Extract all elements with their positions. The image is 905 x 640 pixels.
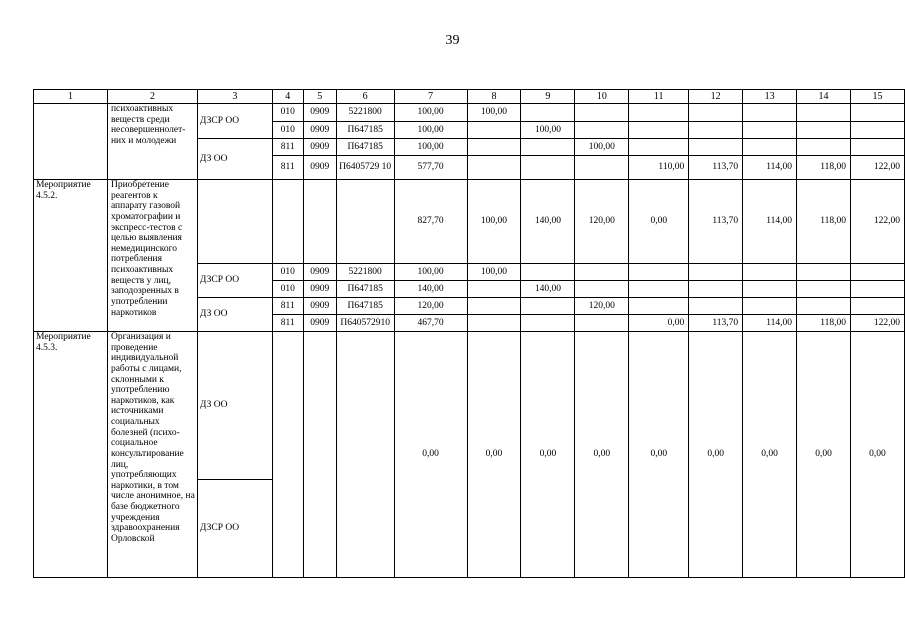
table-cell bbox=[272, 332, 303, 578]
table-cell bbox=[467, 139, 521, 156]
total-cell: 0,00 bbox=[743, 332, 797, 578]
table-cell bbox=[850, 139, 904, 156]
total-cell: 140,00 bbox=[521, 180, 575, 264]
table-cell: П640572910 bbox=[336, 315, 394, 332]
table-cell: 140,00 bbox=[394, 281, 467, 298]
table-cell: 114,00 bbox=[743, 315, 797, 332]
table-cell bbox=[629, 122, 689, 139]
table-cell: П647185 bbox=[336, 298, 394, 315]
table-cell: 811 bbox=[272, 315, 303, 332]
table-cell bbox=[467, 281, 521, 298]
total-cell: 120,00 bbox=[575, 180, 629, 264]
organization-cell: ДЗ ОО bbox=[197, 332, 272, 480]
table-cell bbox=[797, 139, 851, 156]
page-number: 39 bbox=[445, 33, 460, 48]
column-header: 12 bbox=[689, 90, 743, 104]
table-cell bbox=[629, 281, 689, 298]
table-cell: 811 bbox=[272, 156, 303, 180]
measure-label: Мероприятие 4.5.2. bbox=[34, 180, 108, 332]
total-cell: 100,00 bbox=[467, 180, 521, 264]
table-cell: 100,00 bbox=[394, 139, 467, 156]
total-cell: 0,00 bbox=[394, 332, 467, 578]
table-cell bbox=[272, 180, 303, 264]
total-cell: 0,00 bbox=[629, 332, 689, 578]
table-cell: 467,70 bbox=[394, 315, 467, 332]
column-header: 14 bbox=[797, 90, 851, 104]
table-cell: П647185 bbox=[336, 281, 394, 298]
table-cell: 0909 bbox=[303, 139, 336, 156]
measure-description: Приобретение реагентов к аппарату газовой хроматографии и экспресс-тестов с целью выявления немедицинского потребления психоактивных веществ у лиц, заподозренных в употреблении наркотиков bbox=[107, 180, 197, 332]
table-cell: 811 bbox=[272, 298, 303, 315]
table-cell: 0909 bbox=[303, 264, 336, 281]
table-row bbox=[34, 180, 905, 264]
table-cell bbox=[689, 104, 743, 122]
table-cell: 0909 bbox=[303, 156, 336, 180]
table-cell bbox=[850, 298, 904, 315]
table-cell bbox=[521, 315, 575, 332]
table-cell: 100,00 bbox=[521, 122, 575, 139]
column-header: 10 bbox=[575, 90, 629, 104]
organization-cell: ДЗСР ОО bbox=[197, 104, 272, 139]
table-cell bbox=[575, 315, 629, 332]
organization-cell: ДЗ ОО bbox=[197, 139, 272, 180]
column-header: 6 bbox=[336, 90, 394, 104]
table-cell bbox=[336, 332, 394, 578]
total-cell: 827,70 bbox=[394, 180, 467, 264]
table-cell bbox=[743, 281, 797, 298]
table-cell bbox=[689, 298, 743, 315]
table-cell: 5221800 bbox=[336, 264, 394, 281]
table-cell: 0909 bbox=[303, 104, 336, 122]
table-cell: 120,00 bbox=[394, 298, 467, 315]
table-cell bbox=[629, 264, 689, 281]
table-cell bbox=[629, 139, 689, 156]
table-cell: 114,00 bbox=[743, 156, 797, 180]
table-cell bbox=[467, 122, 521, 139]
table-cell bbox=[743, 139, 797, 156]
table-cell: 811 bbox=[272, 139, 303, 156]
total-cell: 0,00 bbox=[689, 332, 743, 578]
table-cell bbox=[521, 264, 575, 281]
table-cell: 010 bbox=[272, 281, 303, 298]
table-cell: 100,00 bbox=[575, 139, 629, 156]
table-cell: 122,00 bbox=[850, 156, 904, 180]
measure-description: Организация и проведение индивидуальной работы с лицами, склонными к употреблению наркотиков, как источниками социальных болезней (психо-социальное консультирование лиц, употребляющих наркотики, в том числе анонимное, на базе бюджетного учреждения здравоохранения Орловской bbox=[107, 332, 197, 578]
table-cell bbox=[850, 264, 904, 281]
table-row bbox=[34, 104, 905, 122]
table-cell: 140,00 bbox=[521, 281, 575, 298]
table-cell bbox=[303, 332, 336, 578]
table-cell: 100,00 bbox=[394, 264, 467, 281]
table-cell: П647185 bbox=[336, 122, 394, 139]
total-cell: 122,00 bbox=[850, 180, 904, 264]
table-cell: 110,00 bbox=[629, 156, 689, 180]
table-cell: 0909 bbox=[303, 315, 336, 332]
column-header: 9 bbox=[521, 90, 575, 104]
table-cell bbox=[575, 122, 629, 139]
table-cell bbox=[797, 281, 851, 298]
organization-cell: ДЗСР ОО bbox=[197, 264, 272, 298]
total-cell: 113,70 bbox=[689, 180, 743, 264]
table-cell bbox=[850, 122, 904, 139]
total-cell: 0,00 bbox=[575, 332, 629, 578]
table-cell bbox=[743, 264, 797, 281]
measure-description: психоактивных веществ среди несовершеннолет-них и молодежи bbox=[107, 104, 197, 180]
table-cell bbox=[629, 298, 689, 315]
table-cell bbox=[521, 298, 575, 315]
column-header: 4 bbox=[272, 90, 303, 104]
column-header: 13 bbox=[743, 90, 797, 104]
table-cell: 100,00 bbox=[467, 264, 521, 281]
table-cell: 118,00 bbox=[797, 315, 851, 332]
table-cell bbox=[575, 281, 629, 298]
table-cell: П6405729 10 bbox=[336, 156, 394, 180]
table-cell: П647185 bbox=[336, 139, 394, 156]
table-row bbox=[34, 332, 905, 480]
column-header: 2 bbox=[107, 90, 197, 104]
budget-table bbox=[33, 89, 905, 578]
organization-cell: ДЗ ОО bbox=[197, 298, 272, 332]
table-cell: 577,70 bbox=[394, 156, 467, 180]
table-cell: 0909 bbox=[303, 122, 336, 139]
table-cell bbox=[743, 104, 797, 122]
table-cell: 113,70 bbox=[689, 156, 743, 180]
table-cell bbox=[467, 298, 521, 315]
measure-label: Мероприятие 4.5.3. bbox=[34, 332, 108, 578]
table-cell: 5221800 bbox=[336, 104, 394, 122]
table-cell bbox=[797, 264, 851, 281]
column-header: 1 bbox=[34, 90, 108, 104]
header-row bbox=[34, 90, 905, 104]
column-header: 8 bbox=[467, 90, 521, 104]
column-header: 15 bbox=[850, 90, 904, 104]
table-cell: 100,00 bbox=[394, 122, 467, 139]
table-cell bbox=[689, 122, 743, 139]
table-cell: 010 bbox=[272, 122, 303, 139]
total-cell: 0,00 bbox=[467, 332, 521, 578]
table-cell bbox=[797, 298, 851, 315]
table-cell: 010 bbox=[272, 104, 303, 122]
table-cell bbox=[521, 104, 575, 122]
table-cell bbox=[689, 281, 743, 298]
column-header: 3 bbox=[197, 90, 272, 104]
table-cell bbox=[743, 122, 797, 139]
table-cell bbox=[850, 104, 904, 122]
table-cell bbox=[575, 264, 629, 281]
total-cell: 118,00 bbox=[797, 180, 851, 264]
column-header: 7 bbox=[394, 90, 467, 104]
column-header: 5 bbox=[303, 90, 336, 104]
table-cell bbox=[521, 139, 575, 156]
table-cell bbox=[575, 156, 629, 180]
total-cell: 114,00 bbox=[743, 180, 797, 264]
table-cell bbox=[629, 104, 689, 122]
organization-cell: ДЗСР ОО bbox=[197, 480, 272, 578]
table-cell: 0,00 bbox=[629, 315, 689, 332]
table-cell bbox=[689, 264, 743, 281]
table-cell bbox=[336, 180, 394, 264]
table-cell bbox=[797, 122, 851, 139]
table-cell: 118,00 bbox=[797, 156, 851, 180]
table-cell bbox=[467, 315, 521, 332]
table-cell bbox=[743, 298, 797, 315]
total-cell: 0,00 bbox=[797, 332, 851, 578]
total-cell: 0,00 bbox=[629, 180, 689, 264]
table-cell: 0909 bbox=[303, 298, 336, 315]
table-cell: 120,00 bbox=[575, 298, 629, 315]
table-cell: 010 bbox=[272, 264, 303, 281]
table-cell: 100,00 bbox=[467, 104, 521, 122]
table-cell bbox=[303, 180, 336, 264]
table-cell bbox=[797, 104, 851, 122]
table-cell bbox=[467, 156, 521, 180]
table-cell bbox=[689, 139, 743, 156]
table-cell: 100,00 bbox=[394, 104, 467, 122]
table-cell bbox=[575, 104, 629, 122]
total-cell: 0,00 bbox=[521, 332, 575, 578]
measure-label-empty bbox=[34, 104, 108, 180]
table-cell bbox=[850, 281, 904, 298]
column-header: 11 bbox=[629, 90, 689, 104]
organization-cell-empty bbox=[197, 180, 272, 264]
table-cell bbox=[521, 156, 575, 180]
total-cell: 0,00 bbox=[850, 332, 904, 578]
table-cell: 122,00 bbox=[850, 315, 904, 332]
table-cell: 0909 bbox=[303, 281, 336, 298]
table-cell: 113,70 bbox=[689, 315, 743, 332]
